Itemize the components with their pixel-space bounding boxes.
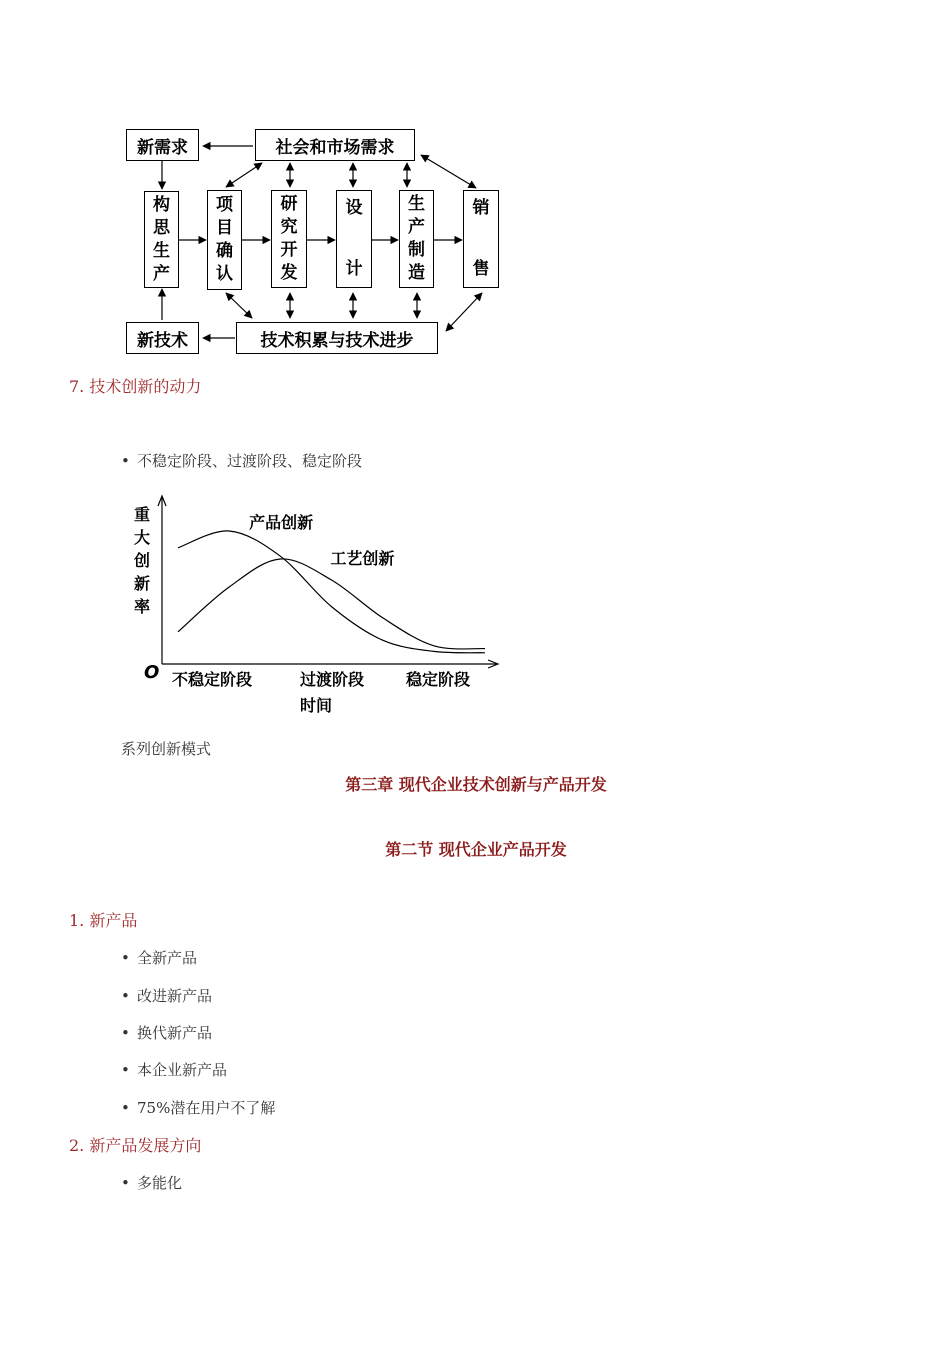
list-item: • 改进新产品 — [121, 987, 213, 1005]
market-demand-box: 社会和市场需求 — [255, 129, 415, 161]
chapter-title: 第三章 现代企业技术创新与产品开发 — [345, 775, 607, 794]
list-item: • 全新产品 — [121, 949, 198, 967]
series-line-process-innovation — [178, 559, 485, 649]
section-2-heading: 2. 新产品发展方向 — [69, 1136, 202, 1155]
y-axis-label-char: 重 — [134, 505, 151, 524]
x-axis-label: 时间 — [300, 696, 333, 715]
new-tech-box: 新技术 — [126, 322, 199, 354]
stage-sales-box: 销 售 — [463, 190, 499, 288]
section-7-heading: 7. 技术创新的动力 — [69, 377, 202, 396]
stage-project-confirm-box: 项 目 确 认 — [207, 190, 242, 290]
bullet-icon: • — [121, 1061, 130, 1079]
stage-concept-box: 构 思 生 产 — [144, 191, 179, 288]
flow-connectors — [0, 0, 952, 370]
stage-design-box: 设 计 — [336, 190, 372, 288]
section-title: 第二节 现代企业产品开发 — [385, 840, 567, 859]
bullet-icon: • — [121, 987, 130, 1005]
y-axis-label-char: 大 — [134, 528, 151, 547]
list-item: • 多能化 — [121, 1174, 183, 1192]
stage-rnd-box: 研 究 开 发 — [271, 190, 307, 288]
y-axis-label-char: 新 — [134, 574, 151, 593]
bullet-icon: • — [121, 1024, 130, 1042]
y-axis-label-char: 创 — [134, 551, 151, 570]
innovation-rate-chart — [120, 492, 520, 722]
bullet-icon: • — [121, 452, 130, 470]
list-item: • 不稳定阶段、过渡阶段、稳定阶段 — [121, 452, 363, 470]
legend-label: 产品创新 — [249, 513, 314, 532]
list-item: • 本企业新产品 — [121, 1061, 228, 1079]
legend-label: 工艺创新 — [330, 549, 395, 568]
bullet-icon: • — [121, 1099, 130, 1117]
x-tick-label: 过渡阶段 — [300, 670, 365, 689]
origin-label: O — [144, 662, 160, 683]
y-axis-label-char: 率 — [134, 597, 151, 616]
section-1-heading: 1. 新产品 — [69, 911, 138, 930]
chart-caption: 系列创新模式 — [121, 740, 212, 758]
list-item: • 换代新产品 — [121, 1024, 213, 1042]
x-tick-label: 稳定阶段 — [406, 670, 471, 689]
list-item: • 75%潜在用户不了解 — [121, 1099, 276, 1117]
tech-accumulation-box: 技术积累与技术进步 — [236, 322, 438, 354]
stage-manufacture-box: 生 产 制 造 — [399, 190, 434, 288]
new-demand-box: 新需求 — [126, 129, 199, 161]
bullet-icon: • — [121, 1174, 130, 1192]
bullet-icon: • — [121, 949, 130, 967]
x-tick-label: 不稳定阶段 — [172, 670, 253, 689]
